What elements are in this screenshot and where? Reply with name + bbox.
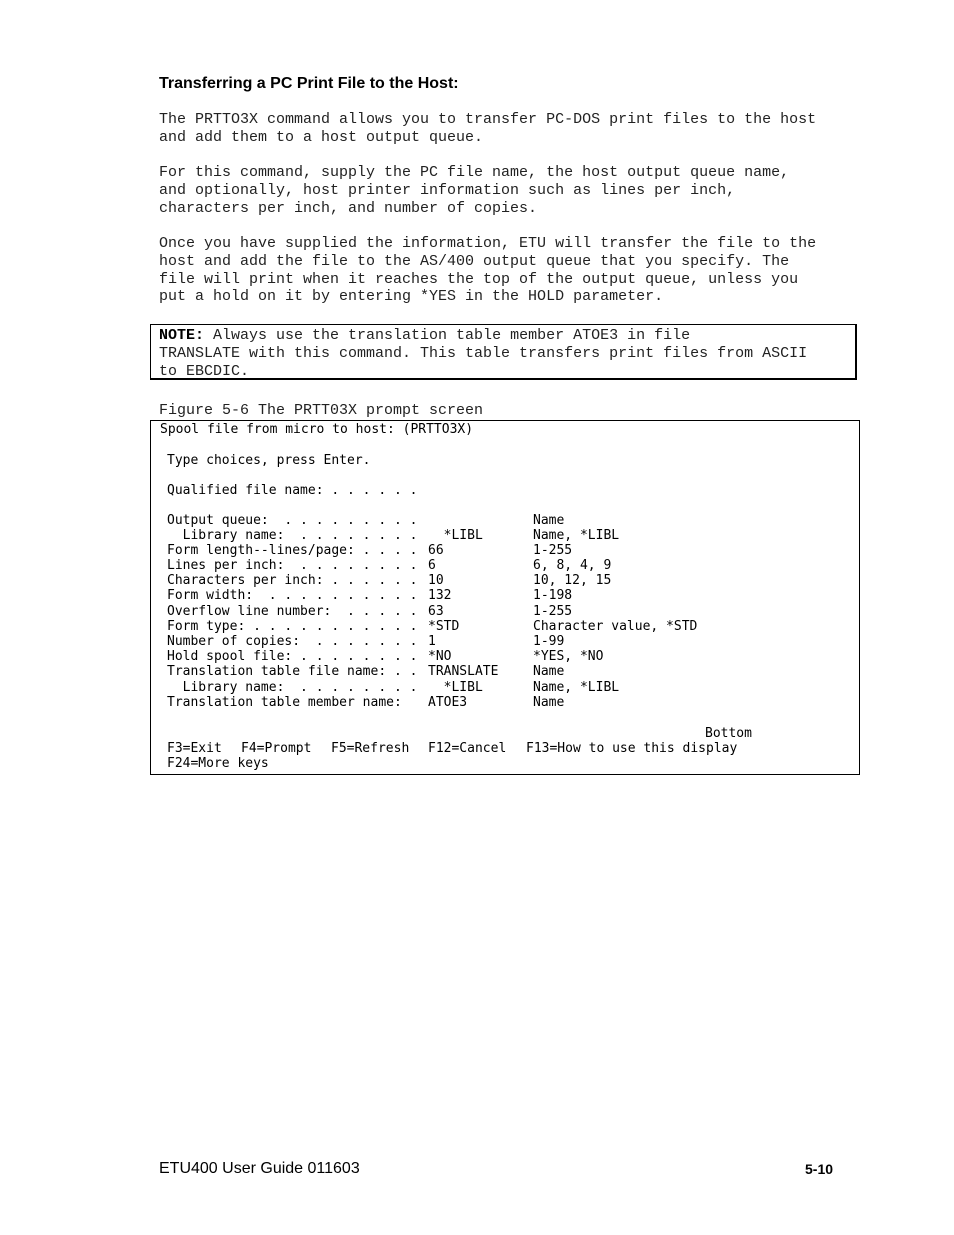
field-allowed-values: 1-198 [533,588,573,603]
field-value[interactable]: 10 [428,573,444,588]
field-allowed-values: Character value, *STD [533,619,698,634]
footer-guide-title: ETU400 User Guide 011603 [159,1160,360,1177]
field-allowed-values: Name, *LIBL [533,680,620,695]
field-value[interactable]: *LIBL [428,680,483,695]
field-label: Translation table file name: . . [167,664,418,679]
field-value[interactable]: TRANSLATE [428,664,499,679]
f4-prompt-key[interactable]: F4=Prompt [241,741,312,756]
field-allowed-values: 1-99 [533,634,565,649]
field-label: Hold spool file: . . . . . . . . [167,649,418,664]
note-body: Always use the translation table member ATOE3 in file TRANSLATE with this command. This table transfers print files from ASCII to EBCDIC. [159,327,808,380]
field-label: Form length--lines/page: . . . . [167,543,418,558]
field-allowed-values: *YES, *NO [533,649,604,664]
f24-more-keys[interactable]: F24=More keys [167,756,269,771]
note-text [159,327,807,381]
transfer-paragraph: Once you have supplied the information, ETU will transfer the file to the host and add the file to the AS/400 output queue that you specify. The file will print when it reaches the top of the output queue, unless you put a hold on it by entering *YES in the HOLD parameter. [159,235,817,306]
field-label: Overflow line number: . . . . . [167,604,418,619]
field-value[interactable]: ATOE3 [428,695,468,710]
field-value[interactable]: *LIBL [428,528,483,543]
field-value[interactable]: 66 [428,543,444,558]
note-label: NOTE: [159,327,205,344]
screen-title: Spool file from micro to host: (PRTTO3X) [160,422,474,437]
field-allowed-values: 1-255 [533,543,573,558]
f3-exit-key[interactable]: F3=Exit [167,741,222,756]
field-value[interactable]: 63 [428,604,444,619]
field-allowed-values: Name [533,695,565,710]
field-allowed-values: 10, 12, 15 [533,573,612,588]
field-label: Library name: . . . . . . . . [167,680,418,695]
field-value[interactable]: *NO [428,649,452,664]
field-label: Form type: . . . . . . . . . . . [167,619,418,634]
field-label: Translation table member name: [167,695,402,710]
field-value[interactable]: *STD [428,619,460,634]
field-label: Lines per inch: . . . . . . . . [167,558,418,573]
field-label: Characters per inch: . . . . . . [167,573,418,588]
terminal-screen [150,420,860,775]
field-label: Form width: . . . . . . . . . . [167,588,418,603]
f13-help-key[interactable]: F13=How to use this display [526,741,738,756]
intro-paragraph: The PRTTO3X command allows you to transfer PC-DOS print files to the host and add them to a host output queue. [159,111,817,146]
f5-refresh-key[interactable]: F5=Refresh [331,741,410,756]
f12-cancel-key[interactable]: F12=Cancel [428,741,507,756]
field-label: Number of copies: . . . . . . . [167,634,418,649]
field-allowed-values: Name [533,513,565,528]
field-allowed-values: 1-255 [533,604,573,619]
field-value[interactable]: 1 [428,634,436,649]
section-heading: Transferring a PC Print File to the Host: [159,75,459,92]
note-box [150,324,857,380]
bottom-indicator: Bottom [705,726,752,741]
field-value[interactable]: 132 [428,588,452,603]
qualified-file-label: Qualified file name: . . . . . . [167,483,418,498]
screen-instruction: Type choices, press Enter. [167,453,371,468]
field-label: Output queue: . . . . . . . . . [167,513,418,528]
field-allowed-values: Name [533,664,565,679]
field-allowed-values: Name, *LIBL [533,528,620,543]
figure-caption: Figure 5-6 The PRTT03X prompt screen [159,402,484,419]
supply-paragraph: For this command, supply the PC file name, the host output queue name, and optionally, host printer information such as lines per inch, characters per inch, and number of copies. [159,164,790,217]
footer-page-number: 5-10 [805,1161,834,1177]
field-allowed-values: 6, 8, 4, 9 [533,558,612,573]
field-value[interactable]: 6 [428,558,436,573]
field-label: Library name: . . . . . . . . [167,528,418,543]
